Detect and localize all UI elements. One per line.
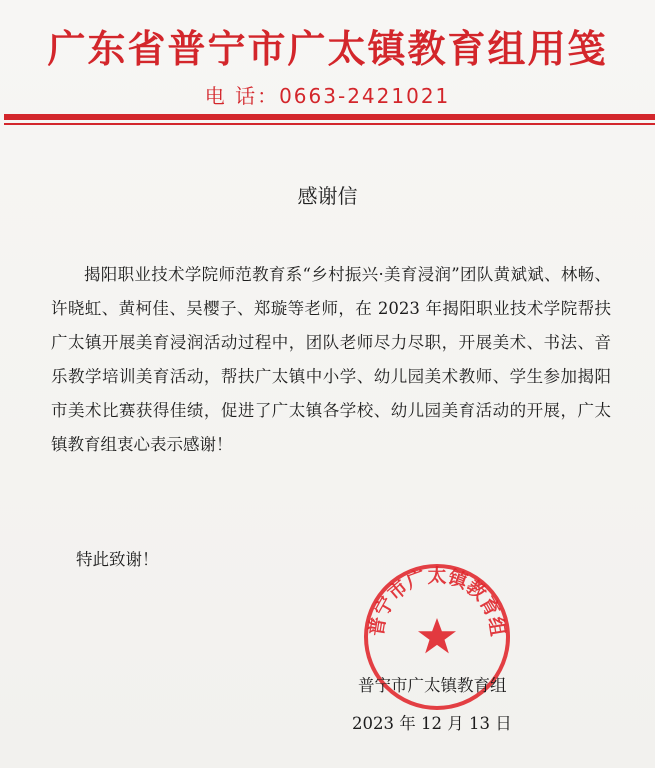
letterhead-phone: 电 话：0663-2421021 xyxy=(204,84,451,108)
letter-closing: 特此致谢！ xyxy=(76,550,159,569)
letterhead-title: 广东省普宁市广太镇教育组用笺 xyxy=(47,26,608,71)
letterhead-rule-thin xyxy=(4,123,655,125)
signature-organization: 普宁市广太镇教育组 xyxy=(358,676,507,695)
signature-date: 2023 年 12 月 13 日 xyxy=(352,714,512,733)
star-icon xyxy=(418,618,456,653)
letter-title: 感谢信 xyxy=(297,184,358,208)
seal-text: 普宁市广太镇教育组 xyxy=(365,565,509,638)
letterhead-rule-thick xyxy=(4,114,655,120)
letter-body: 揭阳职业技术学院师范教育系“乡村振兴·美育浸润”团队黄斌斌、林畅、许晓虹、黄柯佳、吴樱子、郑璇等老师，在 2023 年揭阳职业技术学院帮扶广太镇开展美育浸润活动过程中，团队老师尽力尽职，开展美术、书法、音乐教学培训美育活动，帮扶广太镇中小学、幼儿园美术教师、学生参加揭阳市美术比赛获得佳绩，促进了广太镇各学校、幼儿园美育活动的开展，广太镇教育组衷心表示感谢！ xyxy=(51,265,611,454)
